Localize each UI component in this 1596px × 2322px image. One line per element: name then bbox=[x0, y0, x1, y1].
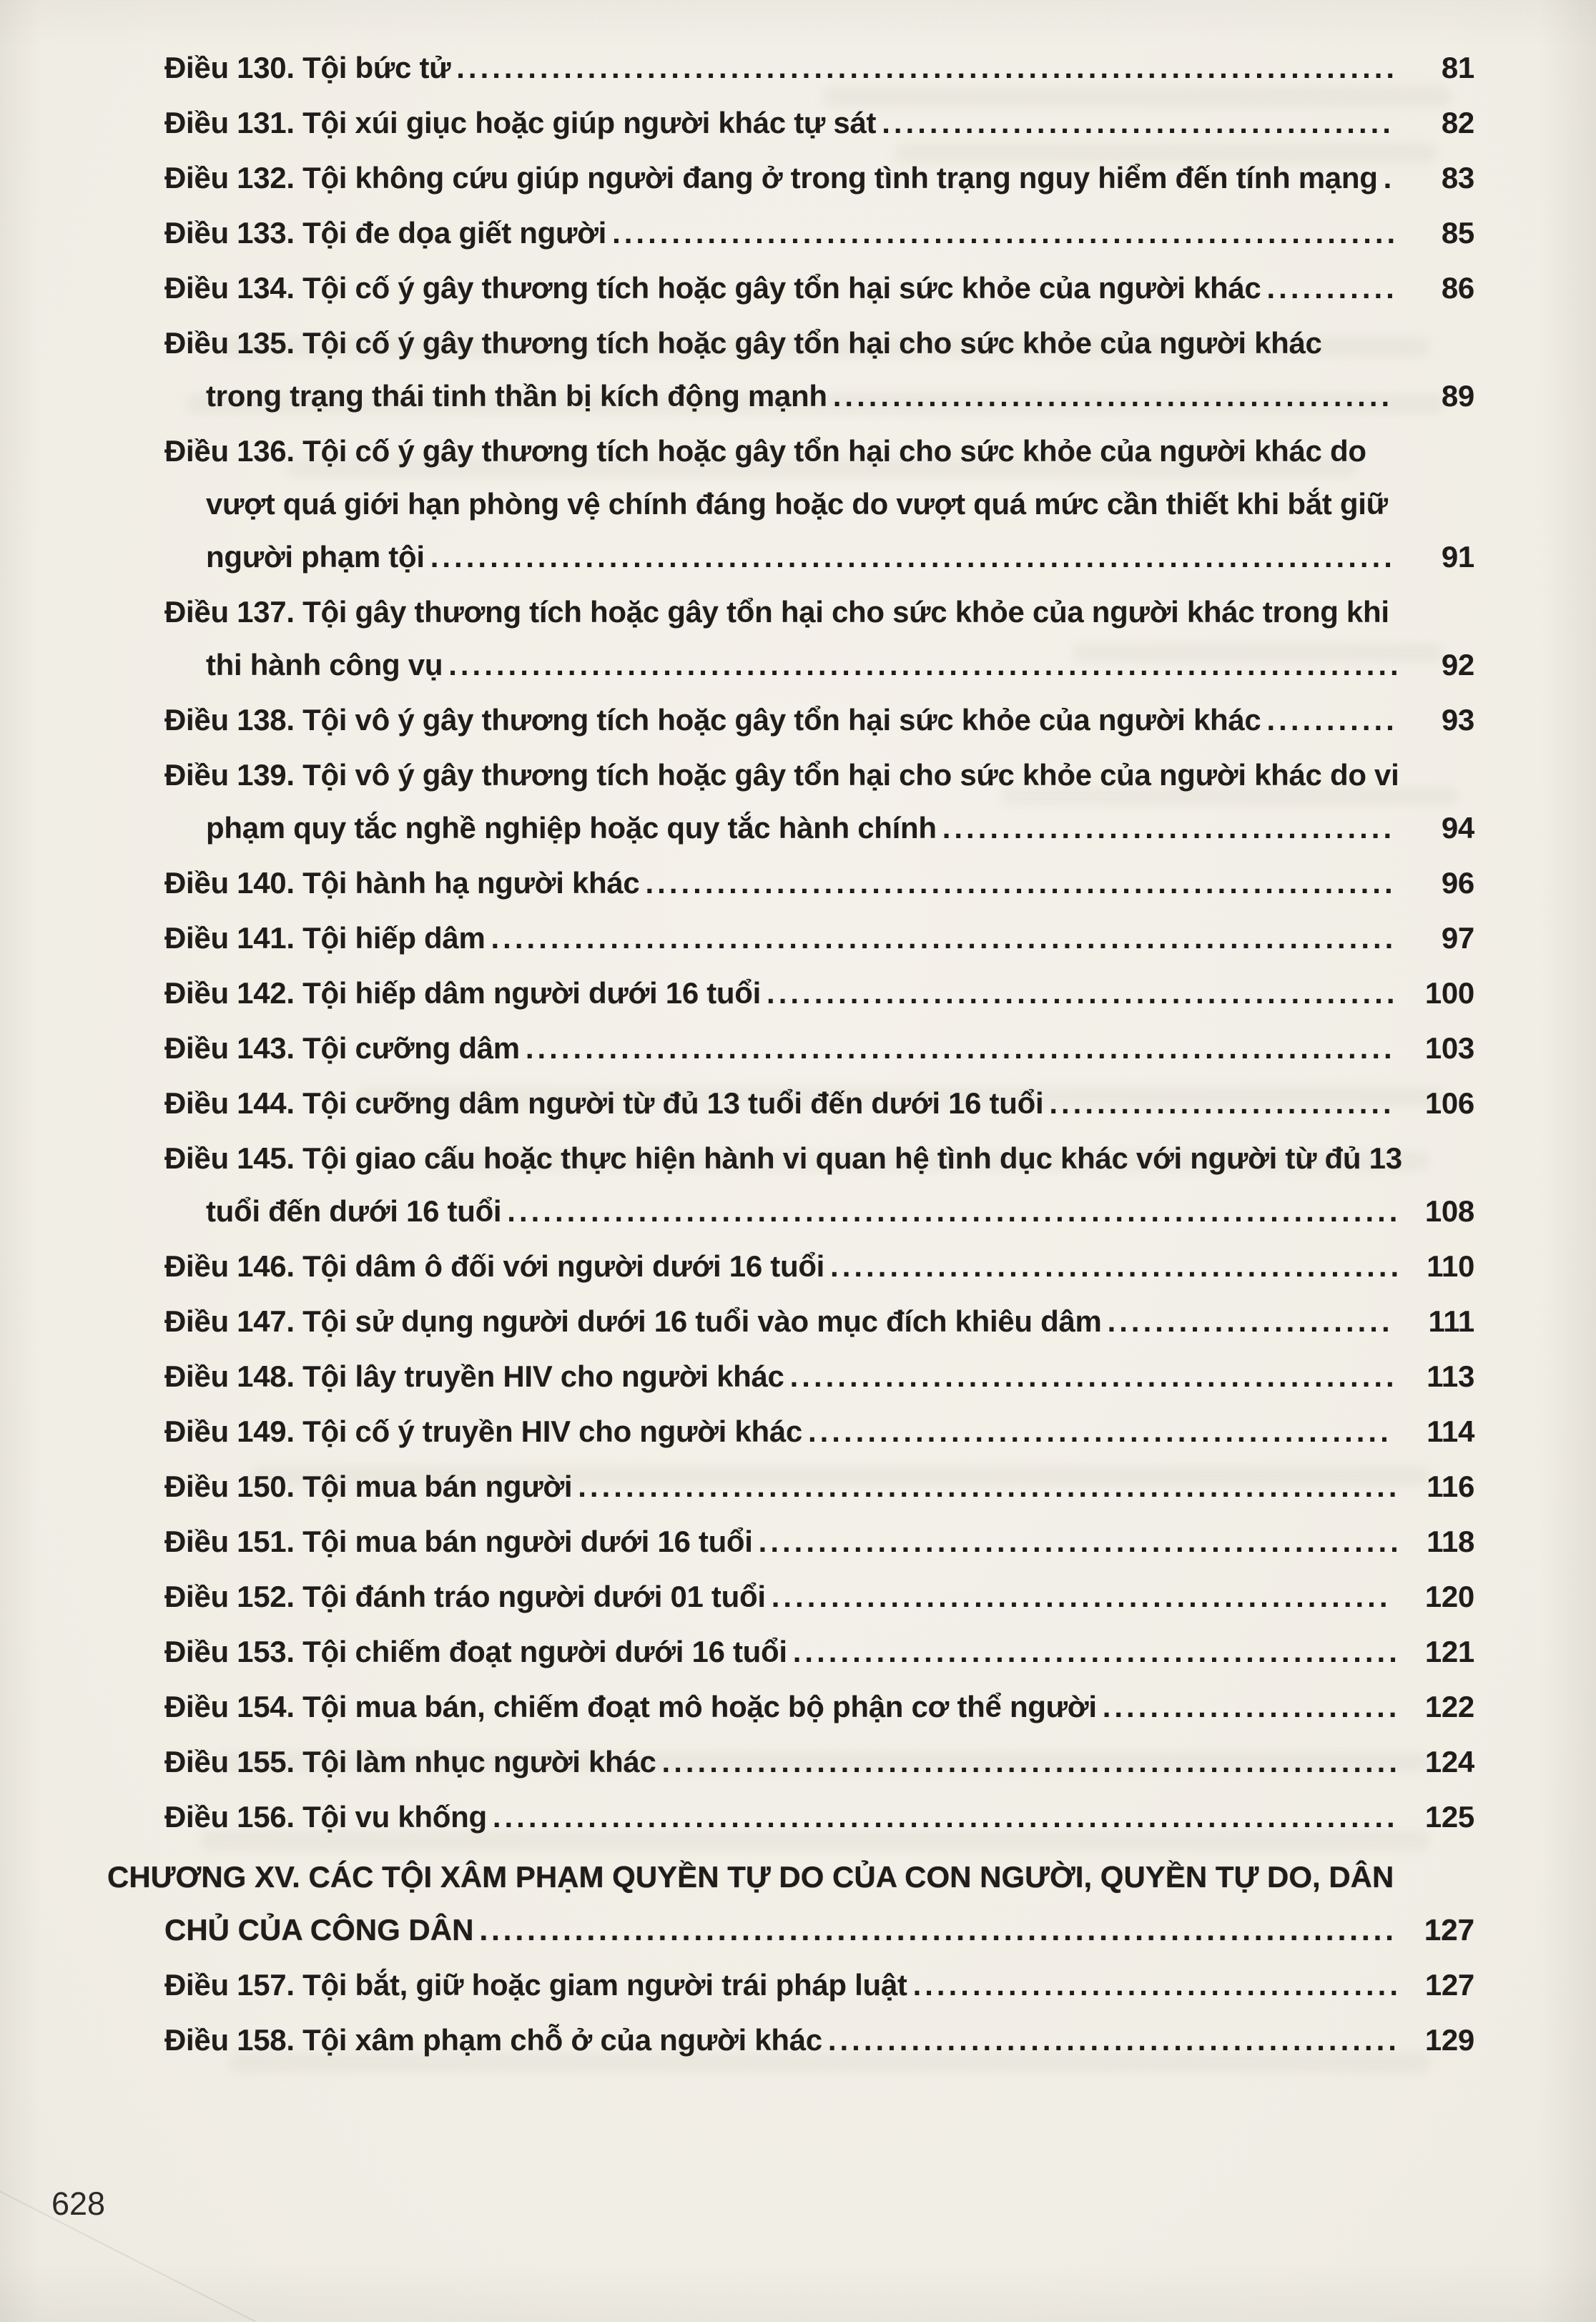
toc-entry bbox=[164, 1681, 1474, 1733]
toc-entry-page: 118 bbox=[1427, 1525, 1474, 1558]
toc-entry-title: Điều 153. Tội chiếm đoạt người dưới 16 tuổi bbox=[164, 1635, 787, 1668]
toc-entry bbox=[164, 1570, 1474, 1623]
dot-leader: ...................................... bbox=[942, 811, 1396, 845]
toc-entry-page: 129 bbox=[1424, 2023, 1474, 2057]
toc-entry-page: 82 bbox=[1441, 106, 1474, 139]
toc-entry bbox=[164, 694, 1474, 747]
toc-entry bbox=[164, 1077, 1474, 1130]
toc-entry-page: 103 bbox=[1424, 1031, 1474, 1065]
toc-entry-page: 113 bbox=[1427, 1359, 1474, 1393]
toc-entry bbox=[164, 857, 1474, 910]
toc-entry bbox=[164, 1350, 1474, 1403]
toc-entry-page: 127 bbox=[1424, 1913, 1474, 1947]
dot-leader: .............................................................. bbox=[661, 1745, 1402, 1779]
toc-entry bbox=[164, 1405, 1474, 1458]
dot-leader: ................................................ bbox=[827, 2023, 1400, 2057]
toc-entry-title: Điều 145. Tội giao cấu hoặc thực hiện hành vi quan hệ tình dục khác với người từ đủ 13 tuổi đến dưới 16 tuổi bbox=[164, 1141, 1402, 1228]
toc-entry-page: 122 bbox=[1424, 1690, 1474, 1723]
toc-entry-title: Điều 137. Tội gây thương tích hoặc gây tổn hại cho sức khỏe của người khác trong khi thi hành công vụ bbox=[164, 595, 1389, 682]
dot-leader: ............................................... bbox=[832, 379, 1394, 413]
toc-entry-page: 111 bbox=[1428, 1304, 1474, 1338]
dot-leader: ........... bbox=[1266, 703, 1398, 737]
dot-leader: ............................. bbox=[1049, 1086, 1395, 1120]
toc-entry bbox=[164, 1959, 1474, 2012]
toc-entry-page: 92 bbox=[1441, 648, 1474, 682]
dot-leader: ............................................................... bbox=[645, 866, 1396, 900]
toc-entry bbox=[164, 749, 1474, 855]
toc-entry-title: Điều 141. Tội hiếp dâm bbox=[164, 921, 486, 955]
toc-entry bbox=[164, 1625, 1474, 1678]
toc-entry-page: 85 bbox=[1441, 216, 1474, 250]
toc-entry-page: 127 bbox=[1424, 1968, 1474, 2002]
toc-entry bbox=[164, 1022, 1474, 1075]
toc-entry bbox=[164, 317, 1474, 423]
dot-leader: ............................................................................... bbox=[456, 51, 1399, 84]
toc-entry bbox=[164, 967, 1474, 1020]
toc-entry-title: Điều 135. Tội cố ý gây thương tích hoặc gây tổn hại cho sức khỏe của người khác trong trạng thái tinh thần bị kích động mạnh bbox=[164, 326, 1322, 413]
toc-entry-page: 120 bbox=[1424, 1580, 1474, 1613]
toc-entry-title: Điều 144. Tội cưỡng dâm người từ đủ 13 tuổi đến dưới 16 tuổi bbox=[164, 1086, 1044, 1120]
page-number-folio: 628 bbox=[51, 2185, 106, 2222]
dot-leader: ................................................... bbox=[792, 1635, 1401, 1668]
dot-leader: ........... bbox=[1266, 271, 1398, 305]
toc-entry-title: Điều 133. Tội đe dọa giết người bbox=[164, 216, 607, 250]
toc-entry bbox=[107, 1851, 1474, 1957]
toc-entry-title: Điều 151. Tội mua bán người dưới 16 tuổi bbox=[164, 1525, 753, 1558]
toc-entry-title: Điều 148. Tội lây truyền HIV cho người khác bbox=[164, 1359, 784, 1393]
toc-entry-page: 114 bbox=[1427, 1415, 1474, 1448]
toc-entry-title: Điều 152. Tội đánh tráo người dưới 01 tuổi bbox=[164, 1580, 766, 1613]
toc-entry-title: Điều 138. Tội vô ý gây thương tích hoặc gây tổn hại sức khỏe của người khác bbox=[164, 703, 1261, 737]
toc-list bbox=[107, 41, 1474, 2069]
toc-entry-page: 86 bbox=[1441, 271, 1474, 305]
dot-leader: ............................................................................ bbox=[491, 921, 1397, 955]
toc-entry bbox=[164, 912, 1474, 965]
toc-entry bbox=[164, 152, 1474, 205]
toc-entry-page: 125 bbox=[1424, 1800, 1474, 1834]
toc-entry-page: 81 bbox=[1441, 51, 1474, 84]
toc-entry bbox=[164, 2014, 1474, 2067]
toc-entry-title: Điều 131. Tội xúi giục hoặc giúp người khác tự sát bbox=[164, 106, 877, 139]
toc-entry-title: Điều 147. Tội sử dụng người dưới 16 tuổi vào mục đích khiêu dâm bbox=[164, 1304, 1102, 1338]
toc-entry bbox=[164, 41, 1474, 94]
toc-entry-page: 100 bbox=[1424, 976, 1474, 1010]
toc-entry bbox=[164, 1295, 1474, 1348]
toc-entry-page: 96 bbox=[1441, 866, 1474, 900]
toc-entry-title: Điều 155. Tội làm nhục người khác bbox=[164, 1745, 656, 1779]
toc-entry bbox=[164, 1240, 1474, 1293]
toc-entry-title: Điều 149. Tội cố ý truyền HIV cho người khác bbox=[164, 1415, 802, 1448]
toc-entry-page: 124 bbox=[1424, 1745, 1474, 1779]
toc-entry-page: 89 bbox=[1441, 379, 1474, 413]
toc-entry-page: 110 bbox=[1427, 1249, 1474, 1283]
toc-entry-page: 94 bbox=[1441, 811, 1474, 845]
toc-entry-page: 108 bbox=[1424, 1194, 1474, 1228]
toc-entry-page: 106 bbox=[1424, 1086, 1474, 1120]
dot-leader: ..................................................... bbox=[767, 976, 1399, 1010]
toc-entry-page: 93 bbox=[1441, 703, 1474, 737]
dot-leader: ................................................... bbox=[789, 1359, 1398, 1393]
toc-entry-title: Điều 134. Tội cố ý gây thương tích hoặc gây tổn hại sức khỏe của người khác bbox=[164, 271, 1261, 305]
toc-entry-title: Điều 156. Tội vu khống bbox=[164, 1800, 487, 1834]
toc-entry bbox=[164, 1736, 1474, 1789]
dot-leader: ......................................... bbox=[912, 1968, 1402, 2002]
toc-entry-title: Điều 139. Tội vô ý gây thương tích hoặc gây tổn hại cho sức khỏe của người khác do vi phạm quy tắc nghề nghiệp hoặc quy tắc hành chính bbox=[164, 758, 1399, 845]
toc-entry bbox=[164, 1132, 1474, 1238]
toc-entry-page: 116 bbox=[1427, 1470, 1474, 1503]
dot-leader: .................................................... bbox=[771, 1580, 1391, 1613]
toc-entry-title: Điều 130. Tội bức tử bbox=[164, 51, 451, 84]
toc-entry bbox=[164, 207, 1474, 260]
toc-entry-title: CHƯƠNG XV. CÁC TỘI XÂM PHẠM QUYỀN TỰ DO CỦA CON NGƯỜI, QUYỀN TỰ DO, DÂN CHỦ CỦA CÔNG DÂN bbox=[107, 1860, 1394, 1947]
toc-entry bbox=[164, 1791, 1474, 1844]
toc-entry-page: 91 bbox=[1441, 540, 1474, 574]
dot-leader: ........................ bbox=[1107, 1304, 1394, 1338]
dot-leader: ............................................................................. bbox=[479, 1913, 1397, 1947]
toc-entry-page: 83 bbox=[1441, 161, 1474, 195]
toc-entry bbox=[164, 1515, 1474, 1568]
toc-entry-title: Điều 140. Tội hành hạ người khác bbox=[164, 866, 640, 900]
dot-leader: . bbox=[1383, 161, 1396, 195]
dot-leader: ......................... bbox=[1102, 1690, 1401, 1723]
toc-entry-title: Điều 136. Tội cố ý gây thương tích hoặc gây tổn hại cho sức khỏe của người khác do vượt quá giới hạn phòng vệ chính đáng hoặc do vượt quá mức cần thiết khi bắt giữ người phạm tội bbox=[164, 434, 1388, 574]
dot-leader: ................................................................................ bbox=[448, 648, 1402, 682]
toc-entry bbox=[164, 586, 1474, 692]
toc-entry-page: 121 bbox=[1424, 1635, 1474, 1668]
dot-leader: ..................................................................... bbox=[578, 1470, 1401, 1503]
dot-leader: ................................................ bbox=[830, 1249, 1403, 1283]
toc-entry bbox=[164, 262, 1474, 315]
toc-entry bbox=[164, 425, 1474, 584]
toc-entry-title: Điều 158. Tội xâm phạm chỗ ở của người khác bbox=[164, 2023, 822, 2057]
toc-entry-title: Điều 142. Tội hiếp dâm người dưới 16 tuổi bbox=[164, 976, 762, 1010]
toc-entry-title: Điều 146. Tội dâm ô đối với người dưới 16 tuổi bbox=[164, 1249, 825, 1283]
dot-leader: ............................................................................ bbox=[492, 1800, 1399, 1834]
toc-entry-page: 97 bbox=[1441, 921, 1474, 955]
dot-leader: ........................................................................... bbox=[507, 1194, 1402, 1228]
dot-leader: ...................................................... bbox=[758, 1525, 1402, 1558]
toc-entry-title: Điều 154. Tội mua bán, chiếm đoạt mô hoặc bộ phận cơ thể người bbox=[164, 1690, 1097, 1723]
toc-entry bbox=[164, 1460, 1474, 1513]
toc-entry-title: Điều 132. Tội không cứu giúp người đang ở trong tình trạng nguy hiểm đến tính mạng bbox=[164, 161, 1378, 195]
dot-leader: ................................................................................. bbox=[430, 540, 1396, 574]
toc-entry-title: Điều 150. Tội mua bán người bbox=[164, 1470, 573, 1503]
dot-leader: ........................................... bbox=[882, 106, 1394, 139]
toc-entry-title: Điều 143. Tội cưỡng dâm bbox=[164, 1031, 520, 1065]
toc-entry bbox=[164, 97, 1474, 149]
page-crease bbox=[0, 2185, 256, 2322]
dot-leader: .................................................................. bbox=[612, 216, 1399, 250]
toc-entry-title: Điều 157. Tội bắt, giữ hoặc giam người trái pháp luật bbox=[164, 1968, 907, 2002]
dot-leader: ......................................................................... bbox=[525, 1031, 1396, 1065]
dot-leader: ................................................. bbox=[807, 1415, 1392, 1448]
